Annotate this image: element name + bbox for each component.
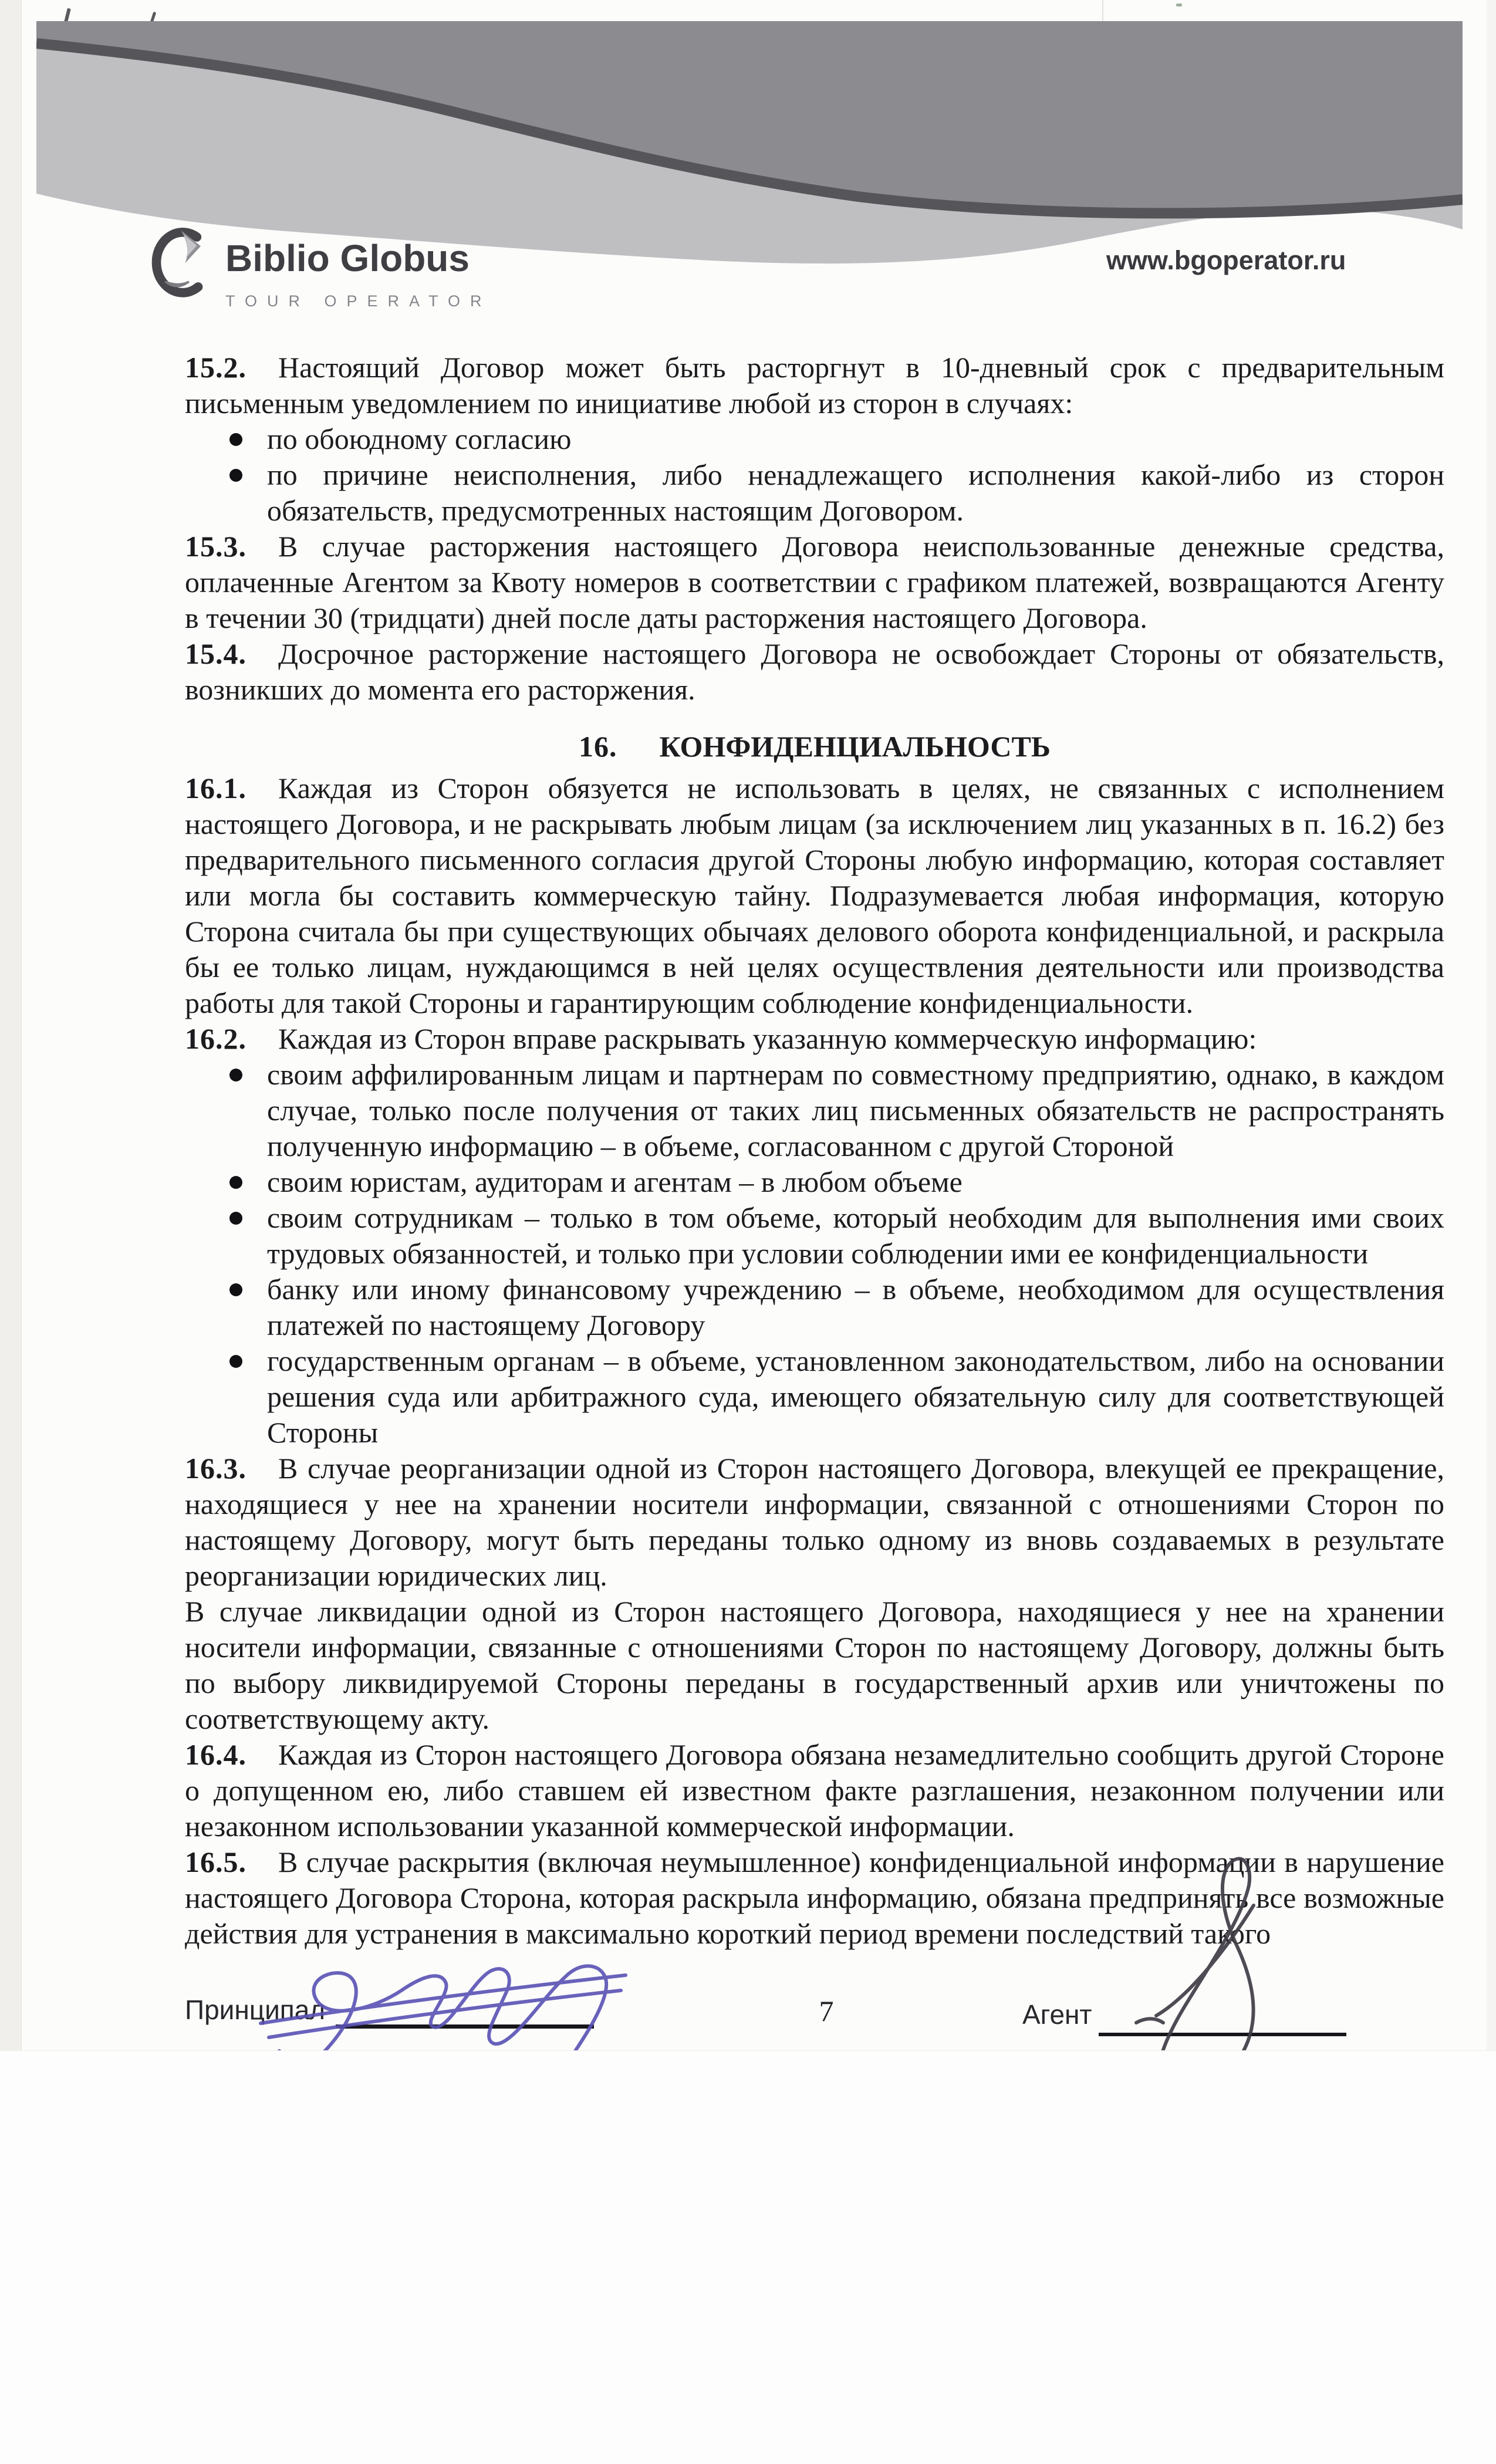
clause-paragraph <box>185 770 1444 1021</box>
brand-name: Biblio Globus <box>225 237 470 279</box>
clause-paragraph <box>185 1021 1444 1057</box>
bullet-item: своим юристам, аудиторам и агентам – в любом объеме <box>185 1164 1444 1200</box>
clause-text: Каждая из Сторон настоящего Договора обязана незамедлительно сообщить другой Стороне о допущенном ею, либо ставшем ей известном факте разглашения, незаконном получении или незаконном использовании указанной коммерческой информации. <box>185 1738 1444 1843</box>
clause-number: 16. <box>579 730 617 763</box>
bullet-item: государственным органам – в объеме, установленном законодательством, либо на основании решения суда или арбитражного суда, имеющего обязательную силу для соответствующей Стороны <box>185 1343 1444 1451</box>
brand-subtitle: TOUR OPERATOR <box>225 292 492 310</box>
clause-paragraph <box>185 1451 1444 1594</box>
bullet-list <box>185 1057 1444 1451</box>
scan-bottom-margin <box>0 2050 1496 2464</box>
bullet-item: по обоюдному согласию <box>185 421 1444 457</box>
bullet-item: по причине неисполнения, либо ненадлежащего исполнения какой-либо из сторон обязательств, предусмотренных настоящим Договором. <box>185 457 1444 529</box>
clause-text: В случае реорганизации одной из Сторон настоящего Договора, влекущей ее прекращение, находящиеся у нее на хранении носители информации, связанной с отношениями Сторон по настоящему Договору, могут быть переданы только одному из вновь создаваемых в результате реорганизации юридических лиц. <box>185 1452 1444 1592</box>
clause-number: 16.5. <box>185 1846 246 1878</box>
clause-text: Досрочное расторжение настоящего Договора не освобождает Стороны от обязательств, возникших до момента его расторжения. <box>185 637 1444 706</box>
section-heading <box>185 729 1444 765</box>
bullet-item: своим аффилированным лицам и партнерам по совместному предприятию, однако, в каждом случае, только после получения от таких лиц письменных обязательств не распространять полученную информацию – в объеме, согласованном с другой Стороной <box>185 1057 1444 1164</box>
scan-speck <box>64 8 71 23</box>
clause-number: 15.2. <box>185 351 246 384</box>
principal-label: Принципал <box>185 1995 326 2025</box>
scan-speck <box>1176 4 1182 6</box>
biblio-globus-logo <box>146 227 492 310</box>
logo-globe-icon <box>146 227 211 304</box>
clause-text: В случае ликвидации одной из Сторон настоящего Договора, находящиеся у нее на хранении носители информации, связанные с отношениями Сторон по настоящему Договору, должны быть по выбору ликвидируемой Стороны переданы в государственный архив или уничтожены по соответствующему акту. <box>185 1595 1444 1735</box>
paragraph <box>185 1594 1444 1737</box>
clause-text: Настоящий Договор может быть расторгнут в 10-дневный срок с предварительным письменным уведомлением по инициативе любой из сторон в случаях: <box>185 351 1444 420</box>
clause-text: В случае расторжения настоящего Договора неиспользованные денежные средства, оплаченные Агентом за Квоту номеров в соответствии с графиком платежей, возвращаются Агенту в течении 30 (тридцати) дней после даты расторжения настоящего Договора. <box>185 530 1444 634</box>
clause-number: 16.4. <box>185 1738 246 1771</box>
bullet-list <box>185 421 1444 529</box>
bullet-item: своим сотрудникам – только в том объеме, который необходим для выполнения ими своих трудовых обязанностей, и только при условии соблюдении ими ее конфиденциальности <box>185 1200 1444 1272</box>
clause-number: 16.2. <box>185 1022 246 1055</box>
logo-text <box>225 227 492 310</box>
clause-text: Каждая из Сторон вправе раскрывать указанную коммерческую информацию: <box>278 1022 1257 1055</box>
clause-text: Каждая из Сторон обязуется не использовать в целях, не связанных с исполнением настоящего Договора, и не раскрывать любым лицам (за исключением лиц указанных в п. 16.2) без предварительного письменного согласия другой Стороны любую информацию, которая составляет или могла бы составить коммерческую тайну. Подразумевается любая информация, которую Сторона считала бы при существующих обычаях делового оборота конфиденциальной, и раскрыла бы ее только лицам, нуждающимся в ней целях осуществления деятельности или производства работы для такой Стороны и гарантирующим соблюдение конфиденциальности. <box>185 772 1444 1019</box>
clause-paragraph <box>185 529 1444 636</box>
clause-number: 16.1. <box>185 772 246 805</box>
clause-paragraph <box>185 350 1444 421</box>
clause-number: 15.4. <box>185 637 246 670</box>
clause-paragraph <box>185 636 1444 708</box>
clause-text: В случае раскрытия (включая неумышленное) конфиденциальной информации в нарушение настоящего Договора Сторона, которая раскрыла информацию, обязана предпринять все возможные действия для устранения в максимально короткий период времени последствий такого <box>185 1846 1444 1950</box>
clause-number: 15.3. <box>185 530 246 563</box>
clause-text: КОНФИДЕНЦИАЛЬНОСТЬ <box>659 730 1051 763</box>
bullet-item: банку или иному финансовому учреждению – в объеме, необходимом для осуществления платежей по настоящему Договору <box>185 1272 1444 1343</box>
page-header <box>0 223 1496 317</box>
page-number: 7 <box>819 1995 834 2027</box>
clause-number: 16.3. <box>185 1452 246 1485</box>
contract-body <box>185 350 1444 1952</box>
website-url: www.bgoperator.ru <box>1106 245 1346 275</box>
agent-label: Агент <box>1022 1999 1092 2030</box>
